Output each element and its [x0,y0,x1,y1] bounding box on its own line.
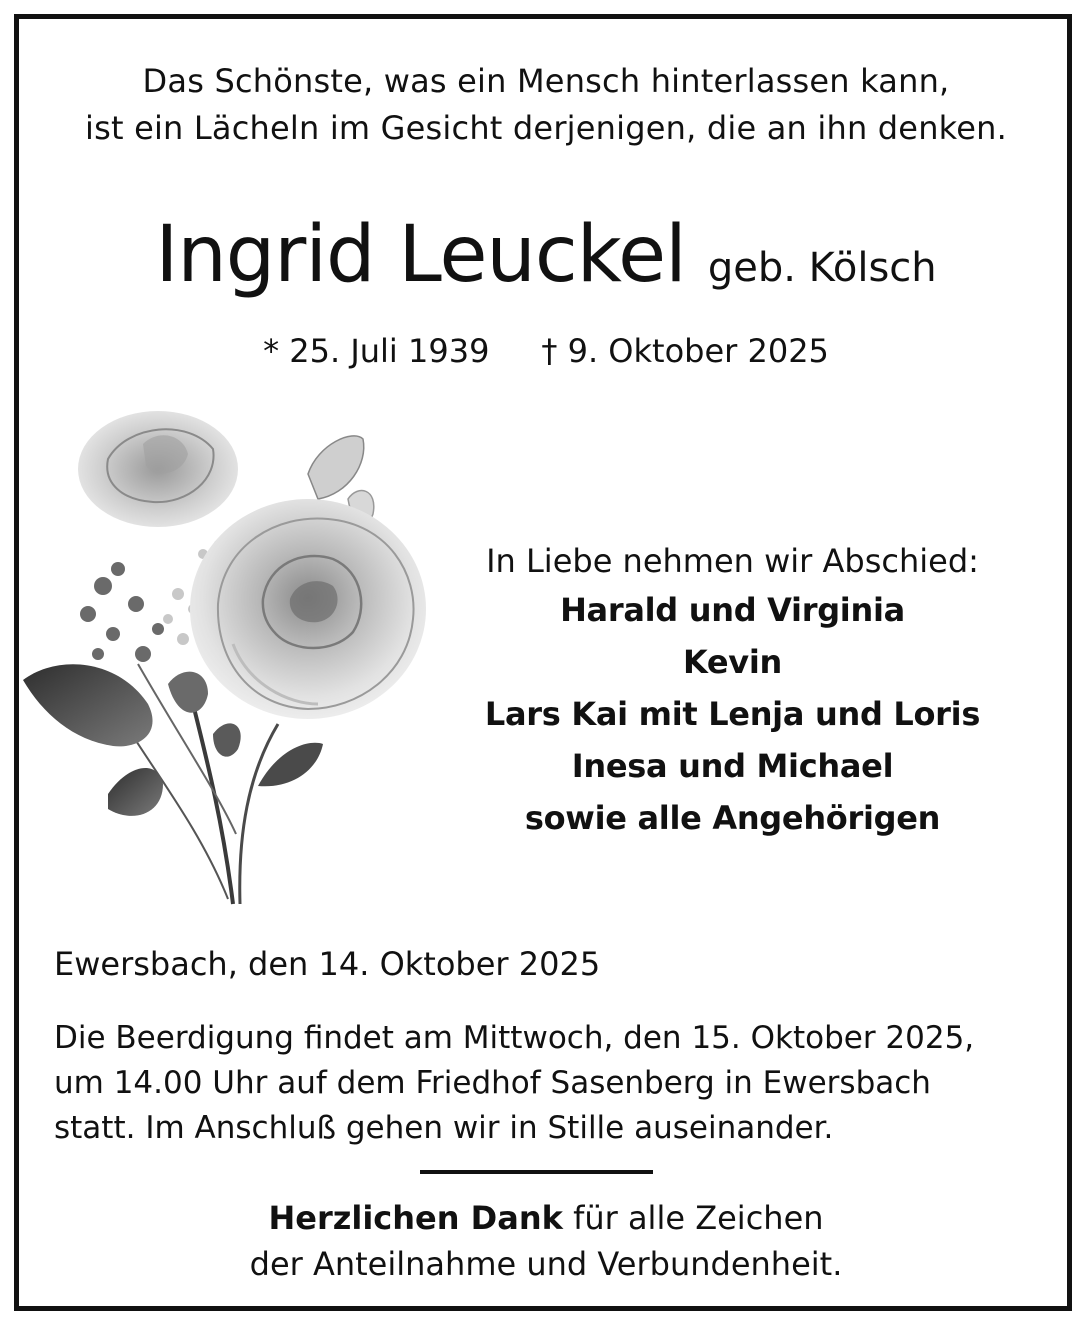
quote-line-2: ist ein Lächeln im Gesicht derjenigen, die an ihn denken. [84,109,1008,147]
deceased-name-row [0,210,1092,300]
thanks-bold: Herzlichen Dank [268,1199,563,1237]
maiden-name: geb. Kölsch [707,245,937,291]
quote [20,58,1072,152]
funeral-line-2: um 14.00 Uhr auf dem Friedhof Sasenberg in Ewersbach [54,1065,931,1101]
place-date: Ewersbach, den 14. Oktober 2025 [54,945,601,983]
mourner-name: Kevin [682,643,783,681]
deceased-name: Ingrid Leuckel [155,210,686,300]
funeral-info [54,1016,1054,1151]
thanks-line-1 [0,1195,1092,1241]
mourner-name: sowie alle Angehörigen [524,799,941,837]
thanks-rest: für alle Zeichen [562,1199,824,1237]
mourners-intro: In Liebe nehmen wir Abschied: [486,542,979,580]
funeral-line-3: statt. Im Anschluß gehen wir in Stille auseinander. [54,1110,834,1146]
quote-line-1: Das Schönste, was ein Mensch hinterlassen kann, [142,62,950,100]
mourner-name: Harald und Virginia [560,591,905,629]
birth-date: * 25. Juli 1939 [263,332,490,370]
mourners-block [455,538,1010,844]
funeral-line-1: Die Beerdigung findet am Mittwoch, den 15. Oktober 2025, [54,1020,975,1056]
death-date: † 9. Oktober 2025 [541,332,829,370]
rose-bouquet-icon [18,404,438,916]
mourner-name: Lars Kai mit Lenja und Loris [484,695,981,733]
thanks-block [0,1195,1092,1287]
life-dates [0,332,1092,370]
mourner-name: Inesa und Michael [571,747,894,785]
divider [420,1170,653,1174]
thanks-line-2: der Anteilnahme und Verbundenheit. [249,1245,843,1283]
